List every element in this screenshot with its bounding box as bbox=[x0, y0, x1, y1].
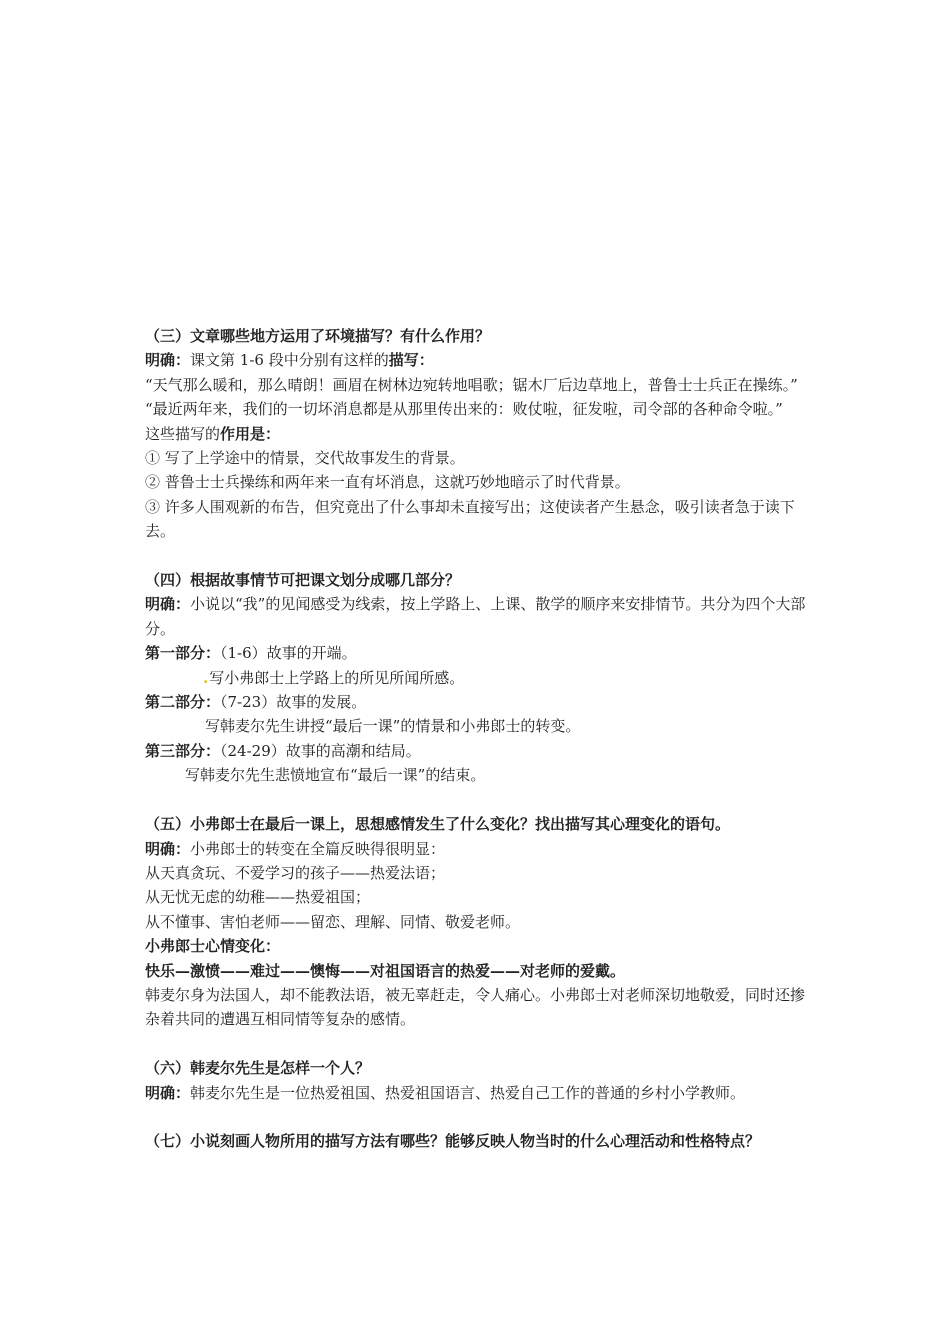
environment-quote: “天气那么暖和，那么晴朗！画眉在树林边宛转地唱歌；锯木厂后边草地上，普鲁士士兵正在操练。” “最近两年来，我们的一切坏消息都是从那里传出来的：败仗啦，征发啦，司令部的各种命令啦。” bbox=[145, 375, 798, 419]
section-5-question: （五）小弗郎士在最后一课上，思想感情发生了什么变化？找出描写其心理变化的语句。 bbox=[145, 815, 731, 834]
answer-label: 明确： bbox=[145, 351, 191, 370]
answer-text: 小说以“我”的见闻感受为线索，按上学路上、上课、散学的顺序来安排情节。共分为四个大部分。 bbox=[145, 595, 806, 638]
effect-point-3: ③ 许多人围观新的布告，但究竟出了什么事却未直接写出；这使读者产生悬念，吸引读者急于读下去。 bbox=[145, 497, 795, 541]
effect-prefix: 这些描写的 bbox=[145, 424, 221, 443]
part-3-label: 第三部分： bbox=[145, 741, 221, 760]
part-3 bbox=[145, 739, 815, 763]
section-4-question: （四）根据故事情节可把课文划分成哪几部分？ bbox=[145, 571, 461, 590]
section-6-question: （六）韩麦尔先生是怎样一个人？ bbox=[145, 1059, 371, 1078]
part-2-label: 第二部分： bbox=[145, 693, 221, 712]
part-1-text: （1-6）故事的开端。 bbox=[220, 644, 357, 663]
section-3-answer bbox=[145, 348, 815, 372]
spacer bbox=[145, 1105, 815, 1129]
part-1-desc bbox=[145, 666, 815, 690]
part-3-text: （24-29）故事的高潮和结局。 bbox=[220, 741, 421, 760]
answer-text: 小弗郎士的转变在全篇反映得很明显： bbox=[190, 839, 446, 858]
change-1: 从天真贪玩、不爱学习的孩子——热爱法语； bbox=[145, 863, 446, 882]
mood-summary: 韩麦尔身为法国人，却不能教法语，被无辜赶走，令人痛心。小弗郎士对老师深切地敬爱，同时还掺杂着共同的遭遇互相同情等复杂的感情。 bbox=[145, 985, 806, 1029]
document-body bbox=[145, 324, 815, 1154]
section-4-answer bbox=[145, 592, 815, 641]
change-3: 从不懂事、害怕老师——留恋、理解、同情、敬爱老师。 bbox=[145, 912, 521, 931]
part-2 bbox=[145, 690, 815, 714]
section-5-answer bbox=[145, 837, 815, 861]
section-7-question: （七）小说刻画人物所用的描写方法有哪些？能够反映人物当时的什么心理活动和性格特点？ bbox=[145, 1132, 761, 1151]
spacer bbox=[145, 788, 815, 812]
part-1-label: 第一部分： bbox=[145, 644, 221, 663]
spacer bbox=[145, 1032, 815, 1056]
mood-chain: 快乐—激愤——难过——懊悔——对祖国语言的热爱——对老师的爱戴。 bbox=[145, 961, 626, 980]
answer-label: 明确： bbox=[145, 839, 191, 858]
answer-label: 明确： bbox=[145, 595, 191, 614]
section-6-answer bbox=[145, 1081, 815, 1105]
effect-heading bbox=[145, 422, 815, 446]
part-1-desc-text: 写小弗郎士上学路上的所见所闻所感。 bbox=[209, 668, 465, 687]
part-2-text: （7-23）故事的发展。 bbox=[220, 693, 367, 712]
change-2: 从无忧无虑的幼稚——热爱祖国； bbox=[145, 888, 371, 907]
part-2-desc: 写韩麦尔先生讲授“最后一课”的情景和小弗郎士的转变。 bbox=[205, 717, 581, 736]
answer-label: 明确： bbox=[145, 1083, 191, 1102]
answer-intro-bold: 描写： bbox=[388, 351, 434, 370]
effect-point-2: ② 普鲁士士兵操练和两年来一直有坏消息，这就巧妙地暗示了时代背景。 bbox=[145, 473, 630, 492]
part-3-desc: 写韩麦尔先生悲愤地宣布“最后一课”的结束。 bbox=[185, 766, 486, 785]
effect-point-1: ① 写了上学途中的情景，交代故事发生的背景。 bbox=[145, 449, 465, 468]
part-1 bbox=[145, 641, 815, 665]
answer-text: 韩麦尔先生是一位热爱祖国、热爱祖国语言、热爱自己工作的普通的乡村小学教师。 bbox=[190, 1083, 746, 1102]
effect-bold: 作用是： bbox=[220, 424, 281, 443]
answer-intro: 课文第 1-6 段中分别有这样的 bbox=[190, 351, 389, 370]
section-3-question: （三）文章哪些地方运用了环境描写？有什么作用？ bbox=[145, 327, 491, 345]
cursor-mark-icon: . bbox=[203, 668, 209, 687]
spacer bbox=[145, 544, 815, 568]
mood-title: 小弗郎士心情变化： bbox=[145, 937, 281, 956]
